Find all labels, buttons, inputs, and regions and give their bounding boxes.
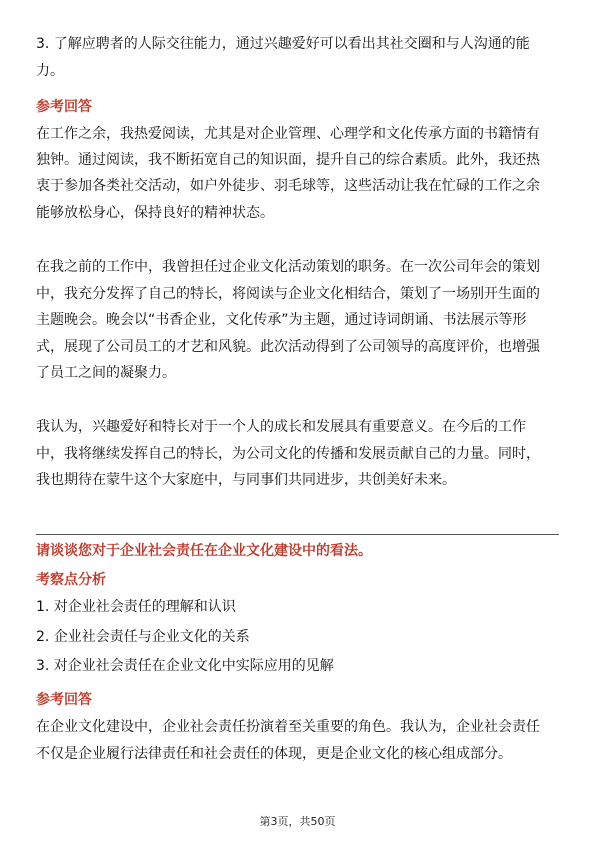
answer1-p1-line-1: 在工作之余，我热爱阅读，尤其是对企业管理、心理学和文化传承方面的书籍情有 [36,126,540,142]
answer1-p1-line-4: 能够放松身心，保持良好的精神状态。 [36,205,274,221]
analysis-point-3: 3. 对企业社会责任在企业文化中实际应用的见解 [36,658,334,674]
analysis-point-1: 1. 对企业社会责任的理解和认识 [36,599,236,615]
analysis-heading: 考察点分析 [36,572,106,588]
answer1-p2-line-4: 式，展现了公司员工的才艺和风貌。此次活动得到了公司领导的高度评价，也增强 [36,339,540,355]
section-divider [36,534,559,535]
answer1-p3-line-1: 我认为，兴趣爱好和特长对于一个人的成长和发展具有重要意义。在今后的工作 [36,419,526,435]
answer1-p2-line-1: 在我之前的工作中，我曾担任过企业文化活动策划的职务。在一次公司年会的策划 [36,259,540,275]
analysis-point-2: 2. 企业社会责任与企业文化的关系 [36,629,250,645]
intro-point-line-1: 3. 了解应聘者的人际交往能力，通过兴趣爱好可以看出其社交圈和与人沟通的能 [36,36,530,52]
answer-heading-1: 参考回答 [36,99,92,115]
answer1-p3-line-2: 中，我将继续发挥自己的特长，为公司文化的传播和发展贡献自己的力量。同时， [36,446,540,462]
answer1-p2-line-2: 中，我充分发挥了自己的特长，将阅读与企业文化相结合，策划了一场别开生面的 [36,286,540,302]
answer1-p3-line-3: 我也期待在蒙牛这个大家庭中，与同事们共同进步，共创美好未来。 [36,472,456,488]
answer2-line-1: 在企业文化建设中，企业社会责任扮演着至关重要的角色。我认为，企业社会责任 [36,719,540,735]
question-title: 请谈谈您对于企业社会责任在企业文化建设中的看法。 [36,543,372,559]
page-number-footer: 第3页，共50页 [259,815,336,828]
answer1-p1-line-2: 独钟。通过阅读，我不断拓宽自己的知识面，提升自己的综合素质。此外，我还热 [36,152,540,168]
answer1-p2-line-3: 主题晚会。晚会以“书香企业，文化传承”为主题，通过诗词朗诵、书法展示等形 [36,312,527,328]
answer1-p1-line-3: 衷于参加各类社交活动，如户外徒步、羽毛球等，这些活动让我在忙碌的工作之余 [36,178,540,194]
answer1-p2-line-5: 了员工之间的凝聚力。 [36,365,176,381]
answer2-line-2: 不仅是企业履行法律责任和社会责任的体现，更是企业文化的核心组成部分。 [36,746,512,762]
intro-point-line-2: 力。 [36,63,64,79]
answer-heading-2: 参考回答 [36,692,92,708]
